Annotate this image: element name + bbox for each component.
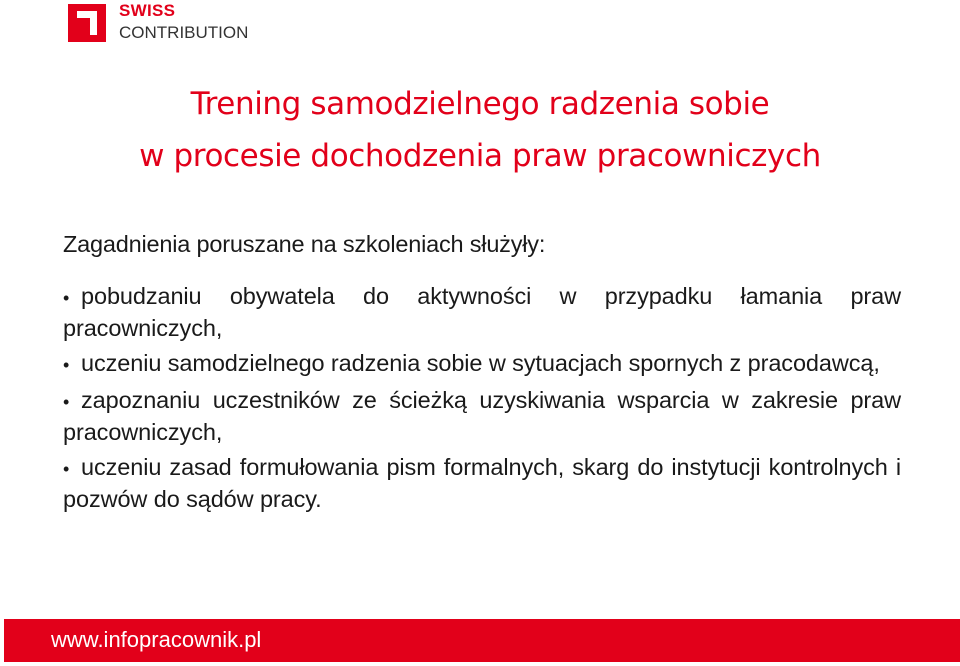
bullet-text: pobudzaniu obywatela do aktywności w przypadku łamania praw pracowniczych,	[63, 283, 901, 341]
bullet-marker: •	[63, 288, 70, 308]
bullet-marker: •	[63, 355, 70, 375]
swiss-contribution-logo	[68, 2, 248, 44]
footer-url: www.infopracownik.pl	[51, 627, 262, 652]
bullet-item	[63, 452, 901, 514]
logo-wordmark	[119, 2, 248, 41]
bullet-item	[63, 348, 901, 380]
bullet-item	[63, 385, 901, 447]
page-title-line2: w procesie dochodzenia praw pracowniczych	[139, 138, 821, 174]
swiss-cross-icon	[68, 4, 106, 42]
bullet-text: uczeniu zasad formułowania pism formalnych, skarg do instytucji kontrolnych i pozwów do sądów pracy.	[63, 454, 901, 512]
bullet-text: uczeniu samodzielnego radzenia sobie w sytuacjach spornych z pracodawcą,	[81, 350, 880, 376]
bullet-marker: •	[63, 392, 70, 412]
intro-text: Zagadnienia poruszane na szkoleniach służyły:	[63, 231, 546, 257]
bullet-item	[63, 281, 901, 343]
page-title-line1: Trening samodzielnego radzenia sobie	[190, 86, 770, 122]
bullet-list	[63, 281, 901, 514]
footer-bar	[4, 619, 960, 662]
logo-name-line1: SWISS	[119, 1, 176, 20]
bullet-text: zapoznaniu uczestników ze ścieżką uzyskiwania wsparcia w zakresie praw pracowniczych,	[63, 387, 901, 445]
bullet-marker: •	[63, 459, 70, 479]
logo-name-line2: CONTRIBUTION	[119, 23, 249, 42]
slide-content	[63, 229, 901, 519]
